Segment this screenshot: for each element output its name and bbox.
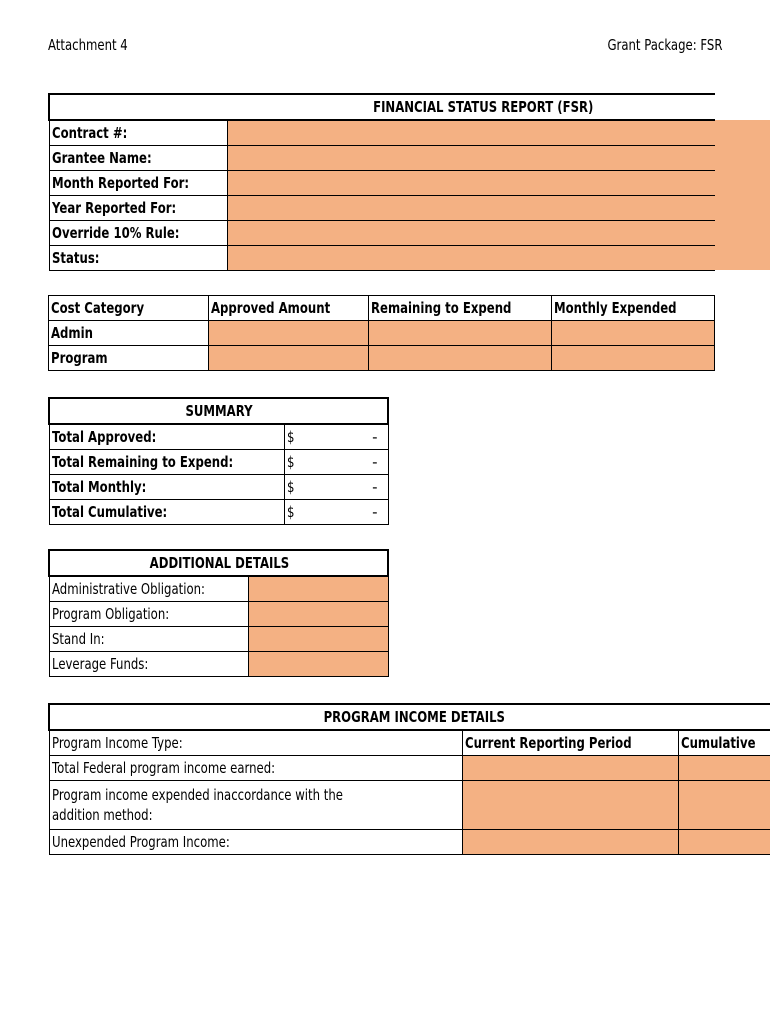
summary-row [49,500,388,525]
month-input[interactable] [228,171,715,196]
fsr-row [49,221,715,246]
total-cumulative-value: $ - [284,500,388,525]
cumulative-header: Cumulative [679,730,770,756]
program-approved-input[interactable] [209,346,369,371]
income-row [49,830,770,855]
leverage-funds-label: Leverage Funds: [49,652,248,677]
admin-approved-input[interactable] [209,321,369,346]
fsr-row [49,196,715,221]
total-monthly-value: $ - [284,475,388,500]
additional-row [49,652,388,677]
admin-obligation-label: Administrative Obligation: [49,576,248,602]
status-label: Status: [49,246,228,271]
admin-obligation-input[interactable] [248,576,388,602]
summary-title: SUMMARY [49,398,388,424]
program-obligation-input[interactable] [248,602,388,627]
program-monthly-input[interactable] [552,346,715,371]
program-remaining-input[interactable] [369,346,552,371]
program-income-title: PROGRAM INCOME DETAILS [49,704,770,730]
additional-row [49,627,388,652]
contract-input[interactable] [228,120,715,146]
income-expended-label: Program income expended inaccordance with the addition method: [49,781,462,830]
monthly-header: Monthly Expended [552,296,715,321]
total-approved-value: $ - [284,424,388,450]
fsr-row [49,246,715,271]
income-row [49,781,770,830]
cost-row-admin [49,321,715,346]
total-remaining-label: Total Remaining to Expend: [49,450,284,475]
additional-details-table [48,549,389,677]
additional-row [49,602,388,627]
status-input[interactable] [228,246,715,271]
grantee-name-input[interactable] [228,146,715,171]
month-label: Month Reported For: [49,171,228,196]
stand-in-input[interactable] [248,627,388,652]
cost-header-row [49,296,715,321]
leverage-funds-input[interactable] [248,652,388,677]
override-input[interactable] [228,221,715,246]
total-monthly-label: Total Monthly: [49,475,284,500]
fsr-title: FINANCIAL STATUS REPORT (FSR) [49,94,715,120]
admin-label: Admin [49,321,209,346]
summary-row [49,424,388,450]
contract-label: Contract #: [49,120,228,146]
grantee-name-label: Grantee Name: [49,146,228,171]
fsr-row [49,171,715,196]
admin-remaining-input[interactable] [369,321,552,346]
total-approved-label: Total Approved: [49,424,284,450]
income-expended-current-input[interactable] [462,781,679,830]
program-income-table [48,703,770,855]
total-remaining-value: $ - [284,450,388,475]
income-type-label: Program Income Type: [49,730,462,756]
federal-income-current-input[interactable] [462,756,679,781]
unexpended-income-label: Unexpended Program Income: [49,830,462,855]
fsr-row [49,146,715,171]
stand-in-label: Stand In: [49,627,248,652]
cost-category-header: Cost Category [49,296,209,321]
unexpended-current-input[interactable] [462,830,679,855]
summary-table [48,397,389,525]
side-fill-block [715,120,770,270]
total-cumulative-label: Total Cumulative: [49,500,284,525]
override-label: Override 10% Rule: [49,221,228,246]
income-header-row [49,730,770,756]
unexpended-cumulative-input[interactable] [679,830,770,855]
year-label: Year Reported For: [49,196,228,221]
fsr-row [49,120,715,146]
admin-monthly-input[interactable] [552,321,715,346]
federal-income-label: Total Federal program income earned: [49,756,462,781]
income-expended-cumulative-input[interactable] [679,781,770,830]
fsr-table [48,93,715,271]
program-obligation-label: Program Obligation: [49,602,248,627]
additional-details-title: ADDITIONAL DETAILS [49,550,388,576]
year-input[interactable] [228,196,715,221]
program-label: Program [49,346,209,371]
summary-row [49,450,388,475]
package-label: Grant Package: FSR [606,36,722,54]
income-row [49,756,770,781]
current-period-header: Current Reporting Period [462,730,679,756]
remaining-header: Remaining to Expend [369,296,552,321]
federal-income-cumulative-input[interactable] [679,756,770,781]
attachment-label: Attachment 4 [48,36,128,54]
cost-row-program [49,346,715,371]
approved-amount-header: Approved Amount [209,296,369,321]
summary-row [49,475,388,500]
cost-table [48,295,715,371]
additional-row [49,576,388,602]
